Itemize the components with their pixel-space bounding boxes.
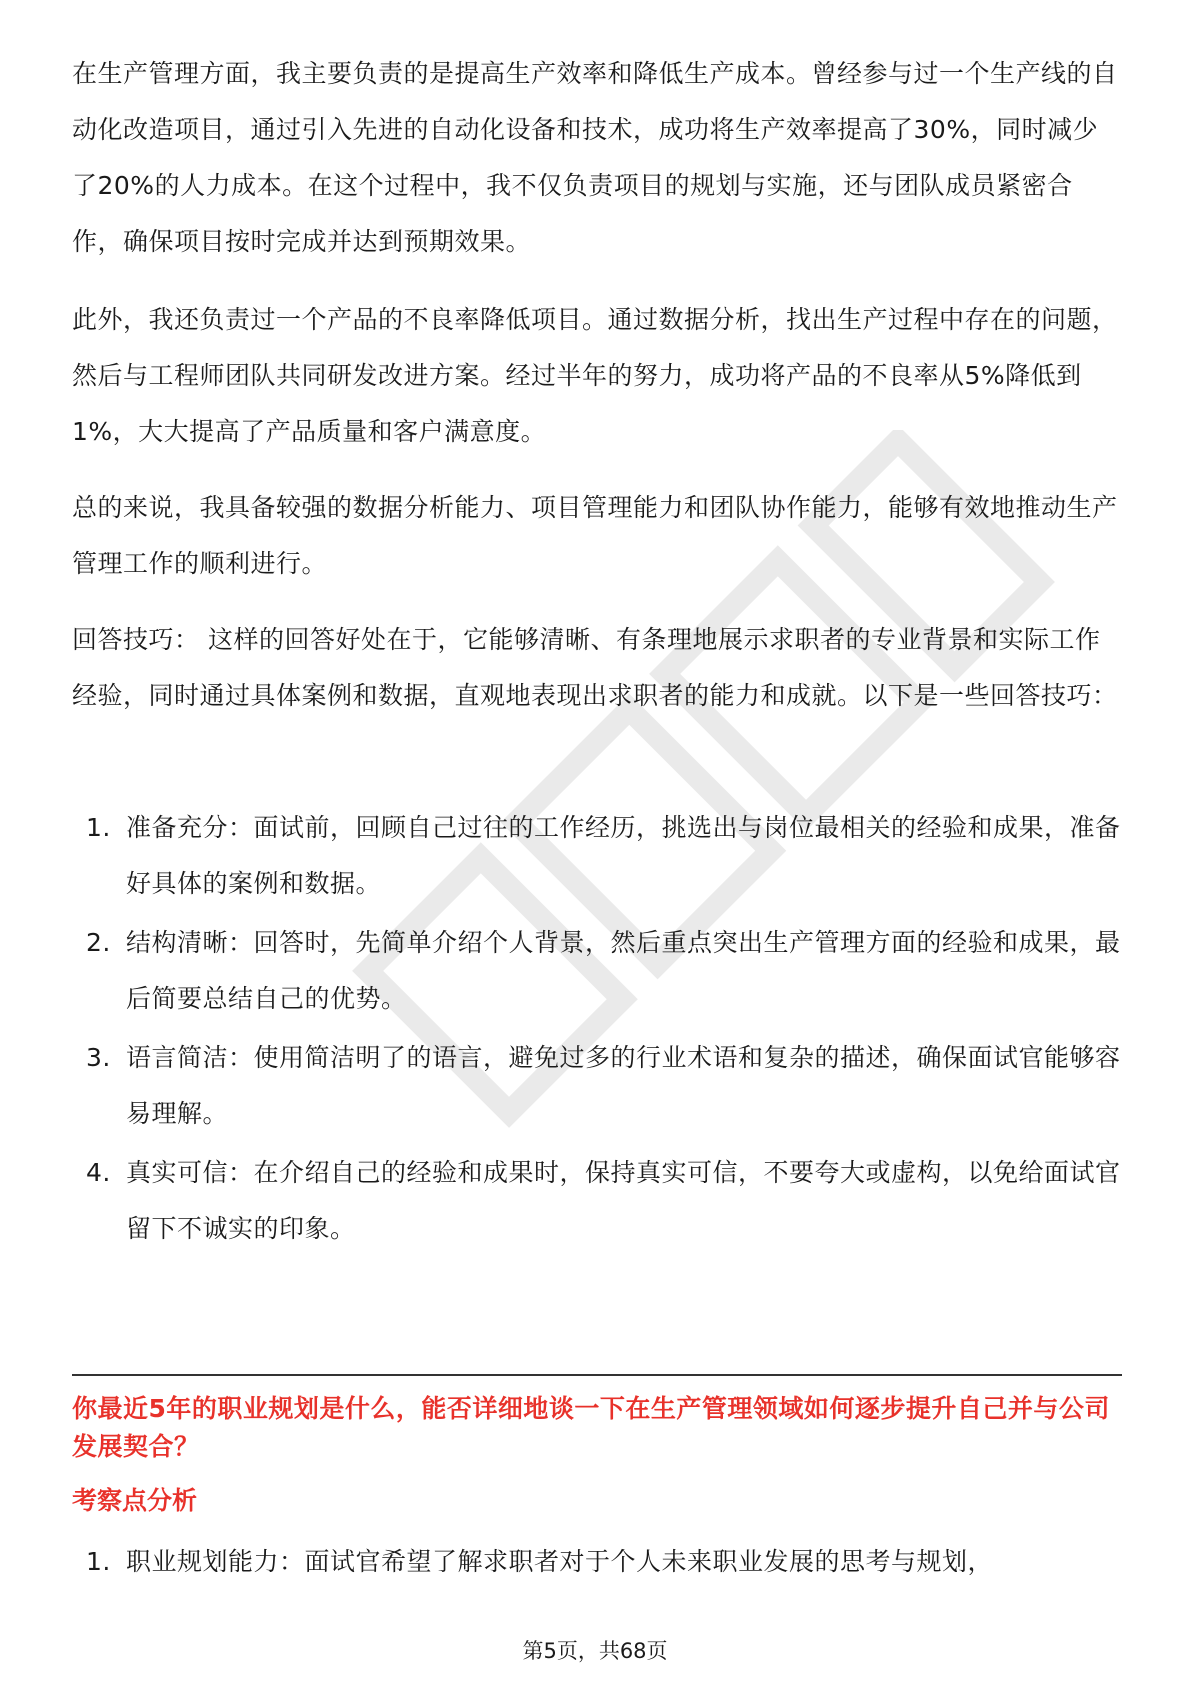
list-number: 2.: [86, 928, 111, 957]
list-item-text: 结构清晰：回答时，先简单介绍个人背景，然后重点突出生产管理方面的经验和成果，最后简要总结自己的优势。: [126, 928, 1121, 1013]
list-item: [72, 1030, 1122, 1142]
tips-list: [72, 800, 1122, 1260]
list-number: 1.: [86, 1547, 111, 1576]
paragraph-production-management: 在生产管理方面，我主要负责的是提高生产效率和降低生产成本。曾经参与过一个生产线的自动化改造项目，通过引入先进的自动化设备和技术，成功将生产效率提高了30%，同时减少了20%的人力成本。在这个过程中，我不仅负责项目的规划与实施，还与团队成员紧密合作，确保项目按时完成并达到预期效果。: [72, 59, 1118, 256]
list-item: [72, 915, 1122, 1027]
analysis-heading: 考察点分析: [72, 1486, 198, 1515]
list-item: [72, 800, 1122, 912]
paragraph-summary: 总的来说，我具备较强的数据分析能力、项目管理能力和团队协作能力，能够有效地推动生产管理工作的顺利进行。: [72, 493, 1118, 578]
list-item: [72, 1534, 1122, 1590]
list-item-text: 准备充分：面试前，回顾自己过往的工作经历，挑选出与岗位最相关的经验和成果，准备好具体的案例和数据。: [126, 813, 1121, 898]
list-item-text: 语言简洁：使用简洁明了的语言，避免过多的行业术语和复杂的描述，确保面试官能够容易理解。: [126, 1043, 1121, 1128]
list-item: [72, 1145, 1122, 1257]
interview-question: 你最近5年的职业规划是什么，能否详细地谈一下在生产管理领域如何逐步提升自己并与公司发展契合？: [72, 1394, 1110, 1461]
paragraph-answer-tips-intro: 回答技巧： 这样的回答好处在于，它能够清晰、有条理地展示求职者的专业背景和实际工作经验，同时通过具体案例和数据，直观地表现出求职者的能力和成就。以下是一些回答技巧：: [72, 625, 1118, 710]
list-item-text: 真实可信：在介绍自己的经验和成果时，保持真实可信，不要夸大或虚构，以免给面试官留下不诚实的印象。: [126, 1158, 1121, 1243]
list-number: 4.: [86, 1158, 111, 1187]
analysis-list: [72, 1534, 1122, 1593]
page-footer: 第5页，共68页: [522, 1639, 668, 1663]
list-number: 1.: [86, 813, 111, 842]
list-item-text: 职业规划能力：面试官希望了解求职者对于个人未来职业发展的思考与规划，: [126, 1547, 994, 1576]
paragraph-defect-rate-project: 此外，我还负责过一个产品的不良率降低项目。通过数据分析，找出生产过程中存在的问题，然后与工程师团队共同研发改进方案。经过半年的努力，成功将产品的不良率从5%降低到1%，大大提高了产品质量和客户满意度。: [72, 305, 1118, 446]
section-divider: [72, 1374, 1122, 1376]
list-number: 3.: [86, 1043, 111, 1072]
